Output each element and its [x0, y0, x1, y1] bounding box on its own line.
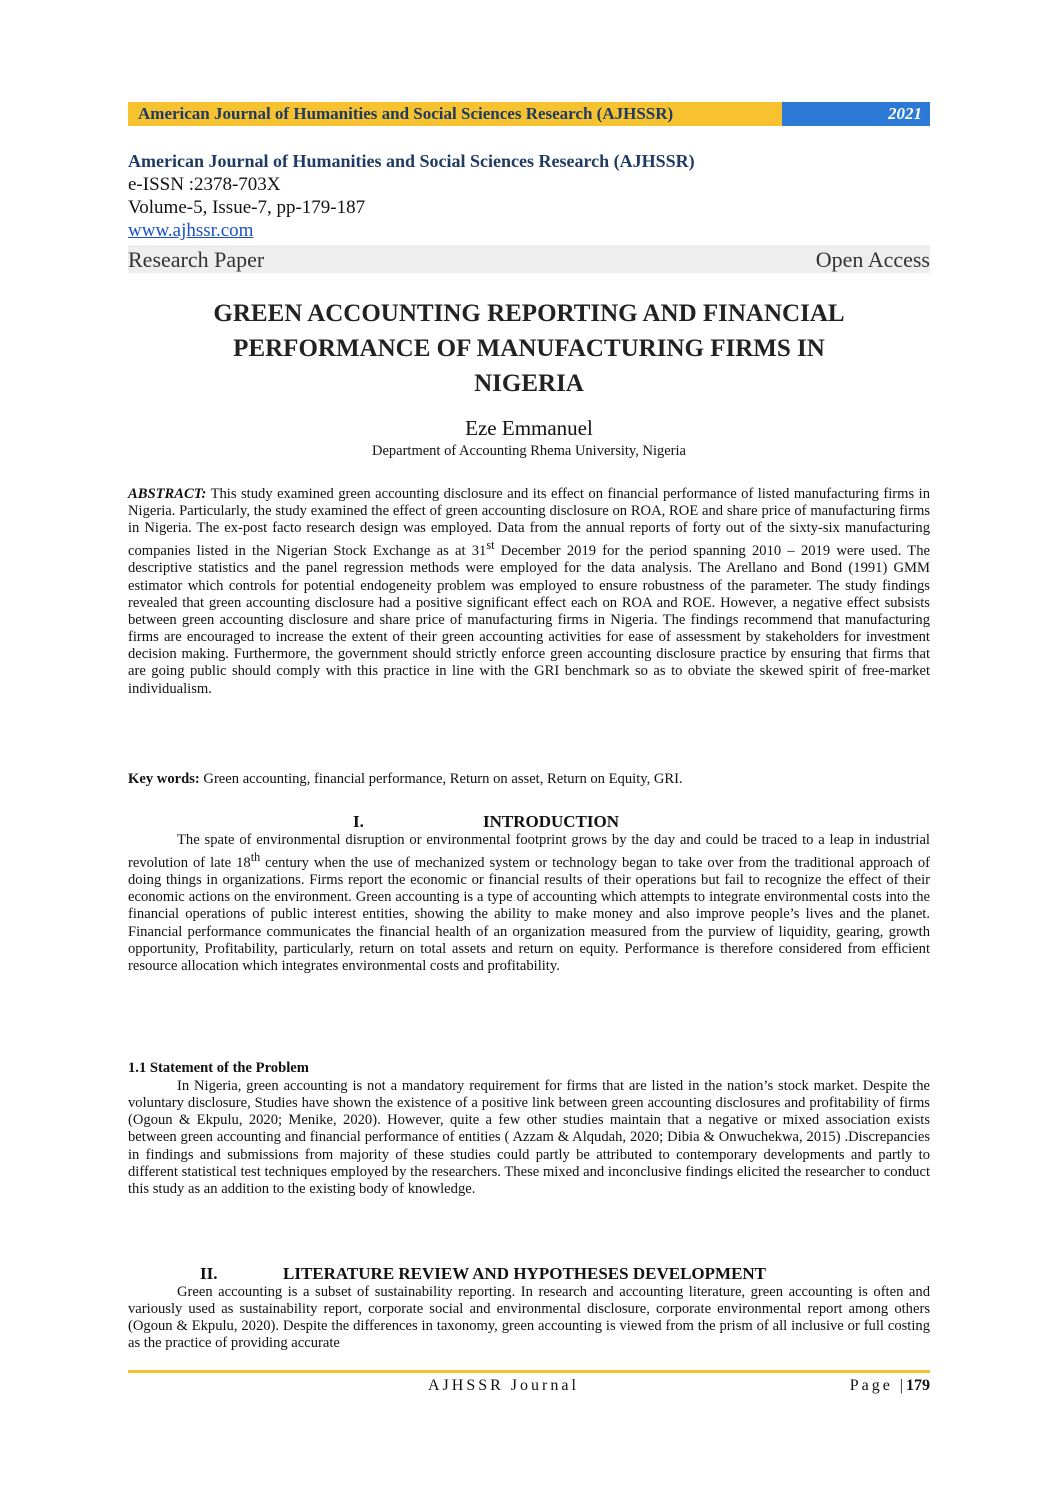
footer-page — [850, 1376, 930, 1396]
footer-journal: AJHSSR Journal — [428, 1377, 579, 1394]
intro-text-cont: century when the use of mechanized system or technology began to take over from the traditional approach of doing things in organizations. Firms report the economic or financial results of their operations but fail to recognize the effect of their economic actions on the environment. Green accounting is a type of accounting which attempts to integrate environmental costs into the financial operations of public interest entities, showing the ability to make money and also improve people’s lives and the planet. Financial performance communicates the financial health of an organization measured from the purview of liquidity, gearing, growth opportunity, Profitability, particularly, return on total assets and return on equity. Performance is therefore considered from efficient resource allocation which integrates environmental costs and profitability. — [128, 855, 931, 974]
access-label: Open Access — [815, 247, 930, 272]
title-line: NIGERIA — [474, 370, 584, 397]
intro-sup: th — [250, 850, 261, 865]
issn: e-ISSN :2378-703X — [128, 174, 281, 195]
abstract-text: This study examined green accounting disclosure and its effect on financial performance of listed manufacturing firms in Nigeria. Particularly, the study examined the effect of green accounting disclosure on ROA, ROE and share price of manufacturing firms in Nigeria. The ex-post facto research design was employed. Data from the annual reports of forty out of the sixty-six manufacturing companies listed in the Nigerian Stock Exchange as at 31 — [128, 486, 930, 560]
paper-type: Research Paper — [128, 247, 265, 272]
abstract-text-cont: December 2019 for the period spanning 2010 – 2019 were used. The descriptive statistics and the panel regression methods were employed for the data analysis. The Arellano and Bond (1991) GMM estimator which controls for potential endogeneity problem was employed to ensure robustness of the parameter. The study findings revealed that green accounting disclosure had a positive significant effect each on ROA and ROE. However, a negative effect subsists between green accounting disclosure and share price of manufacturing firms in Nigeria. The findings recommend that manufacturing firms are encouraged to increase the extent of their green accounting activities for ease of assessment by stakeholders for investment decision making. Furthermore, the government should strictly enforce green accounting disclosure practice by ensuring that firms that are going public should comply with this practice in line with the GRI benchmark so as to obviate the skewed spirit of free-market individualism. — [128, 543, 930, 697]
footer-rule — [128, 1370, 930, 1373]
paper-title — [128, 296, 930, 401]
keywords-label: Key words: — [128, 771, 200, 787]
introduction-paragraph — [128, 832, 930, 975]
title-line: GREEN ACCOUNTING REPORTING AND FINANCIAL — [213, 300, 845, 327]
banner-year: 2021 — [782, 102, 930, 126]
website-link[interactable]: www.ajhssr.com — [128, 220, 254, 241]
volume-info: Volume-5, Issue-7, pp-179-187 — [128, 197, 366, 218]
title-line: PERFORMANCE OF MANUFACTURING FIRMS IN — [233, 335, 825, 362]
author-affiliation: Department of Accounting Rhema University, Nigeria — [372, 443, 686, 459]
journal-name: American Journal of Humanities and Social Sciences Research (AJHSSR) — [128, 151, 695, 171]
journal-info — [128, 150, 930, 242]
problem-statement-paragraph: In Nigeria, green accounting is not a mandatory requirement for firms that are listed in the nation’s stock market. Despite the voluntary disclosure, Studies have shown the existence of a positive link between green accounting disclosures and profitability of firms (Ogoun & Ekpulu, 2020; Menike, 2020). However, quite a few other studies maintain that a negative or mixed association exists between green accounting and financial performance of entities ( Azzam & Alqudah, 2020; Dibia & Onwuchekwa, 2015) .Discrepancies in findings and submissions from majority of these studies could partly be attributed to contemporary developments and partly to different statistical test techniques employed by the researchers. These mixed and inconclusive findings elicited the researcher to conduct this study as an addition to the existing body of knowledge. — [128, 1078, 930, 1197]
keywords-text: Green accounting, financial performance, Return on asset, Return on Equity, GRI. — [199, 771, 683, 787]
paper-type-bar — [128, 245, 930, 273]
section-number: II. — [200, 1264, 218, 1283]
abstract-label: ABSTRACT: — [128, 486, 207, 502]
author-name: Eze Emmanuel — [465, 416, 593, 440]
literature-paragraph: Green accounting is a subset of sustainability reporting. In research and accounting literature, green accounting is often and variously used as sustainability report, corporate social and environmental disclosure, corporate environmental report among others (Ogoun & Ekpulu, 2020). Despite the differences in taxonomy, green accounting is viewed from the prism of all inclusive or full costing as the practice of providing accurate — [128, 1284, 930, 1352]
section-number: I. — [353, 812, 364, 831]
section-title: LITERATURE REVIEW AND HYPOTHESES DEVELOPMENT — [283, 1264, 767, 1283]
section-title: INTRODUCTION — [483, 812, 620, 831]
intro-text: The spate of environmental disruption or environmental footprint grows by the day and could be traced to a leap in industrial revolution of late 18 — [128, 832, 930, 872]
abstract-sup: st — [486, 538, 495, 553]
keywords — [128, 771, 930, 788]
page-label: Page | — [849, 1377, 906, 1394]
banner-journal-title: American Journal of Humanities and Social Sciences Research (AJHSSR) — [128, 102, 782, 126]
journal-banner — [128, 102, 930, 126]
abstract — [128, 486, 930, 698]
page-number: 179 — [906, 1377, 930, 1394]
subsection-heading: 1.1 Statement of the Problem — [128, 1060, 309, 1076]
